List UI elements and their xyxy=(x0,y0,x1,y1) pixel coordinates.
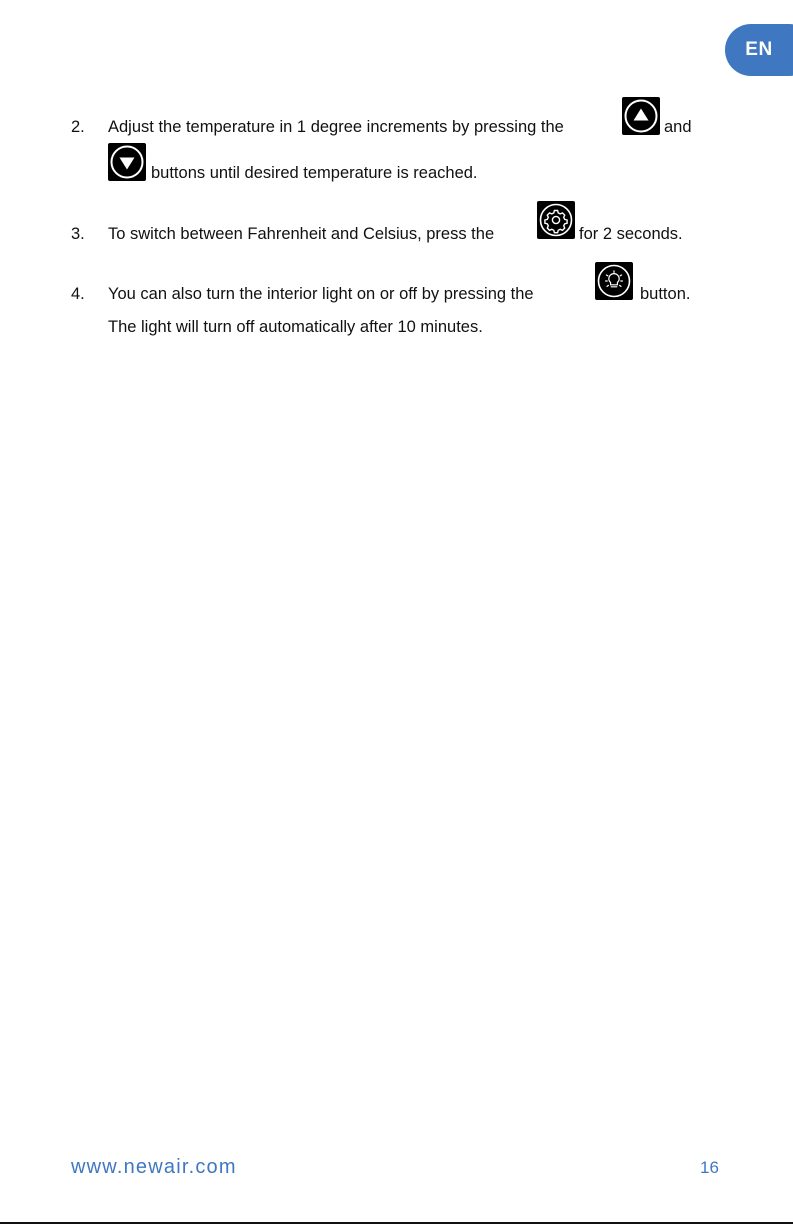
step-2-number: 2. xyxy=(71,118,85,136)
step-2-text-and: and xyxy=(664,118,692,136)
language-label: EN xyxy=(745,39,773,60)
step-3-text: To switch between Fahrenheit and Celsius, press the xyxy=(108,225,495,243)
up-arrow-icon xyxy=(622,97,660,135)
step-3-text-end: for 2 seconds. xyxy=(579,225,683,243)
step-2-text-line1: Adjust the temperature in 1 degree increments by pressing the xyxy=(108,118,564,136)
footer-website-url: www.newair.com xyxy=(71,1156,237,1178)
step-2-text-line2: buttons until desired temperature is reached. xyxy=(151,164,478,182)
page-number: 16 xyxy=(700,1158,719,1177)
step-4-text-end: button. xyxy=(640,285,691,303)
step-4-number: 4. xyxy=(71,285,85,303)
language-tab xyxy=(725,24,793,76)
step-4-text-line1: You can also turn the interior light on or off by pressing the xyxy=(108,285,534,303)
step-3-number: 3. xyxy=(71,225,85,243)
bottom-border xyxy=(0,1222,793,1224)
down-arrow-icon xyxy=(108,143,146,181)
light-bulb-icon xyxy=(595,262,633,300)
step-4-text-line2: The light will turn off automatically after 10 minutes. xyxy=(108,318,483,336)
gear-icon xyxy=(537,201,575,239)
